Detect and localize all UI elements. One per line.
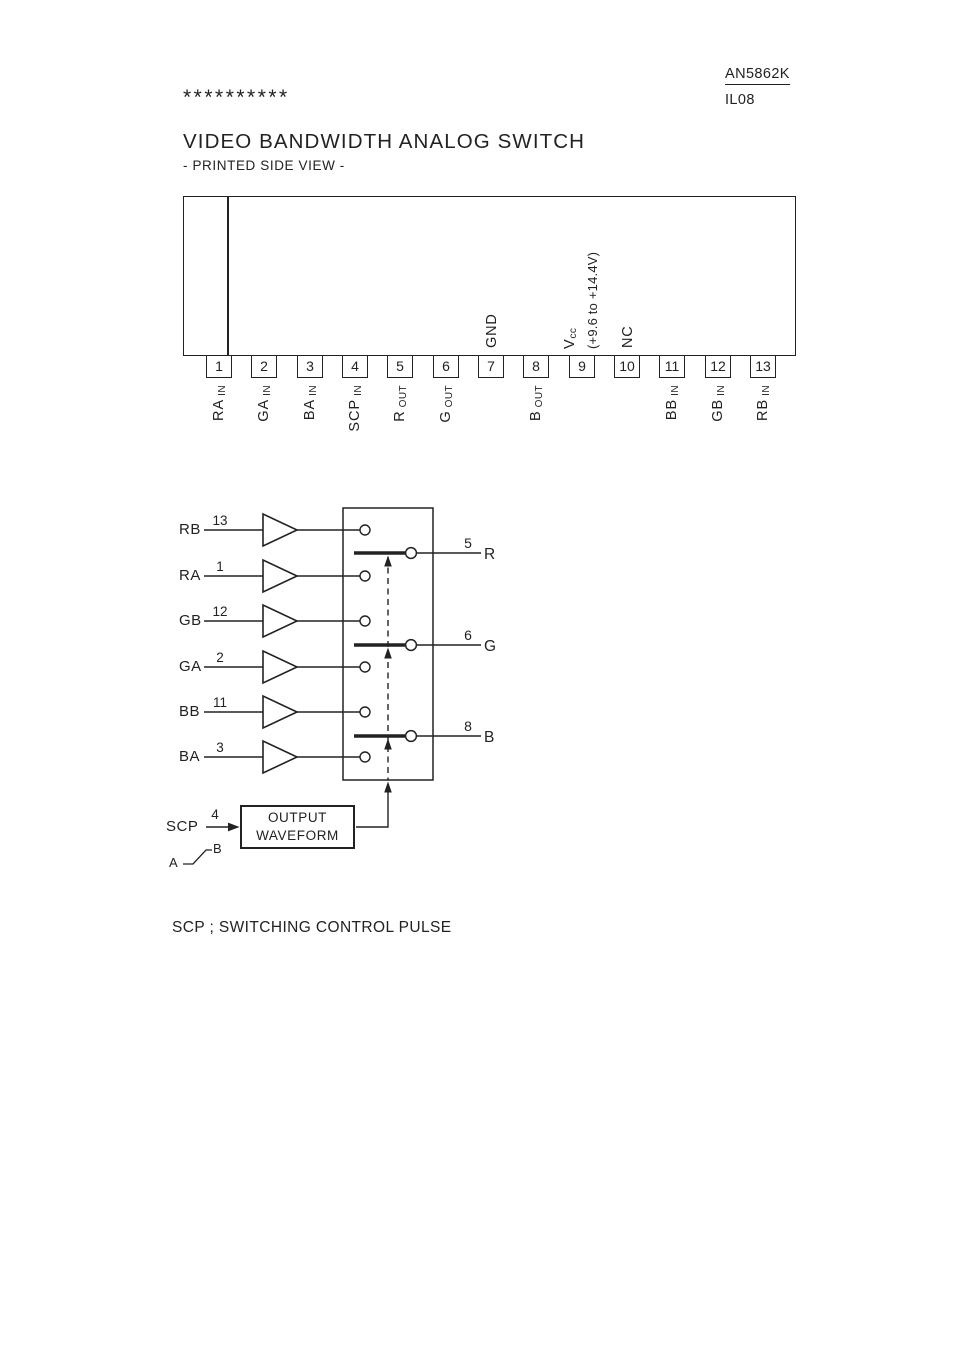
output-arm-r xyxy=(354,548,481,567)
output-waveform-box xyxy=(240,805,355,849)
doc-subcode: IL08 xyxy=(725,92,755,108)
step-low-label: A xyxy=(169,855,178,870)
doc-code: AN5862K xyxy=(725,66,790,85)
step-high-label: B xyxy=(213,841,222,856)
pin-name: SCP xyxy=(347,398,363,432)
input-label-gb: GB xyxy=(179,612,202,629)
input-label-ba: BA xyxy=(179,748,201,765)
pin-number: 9 xyxy=(578,358,586,374)
output-arm-b xyxy=(354,731,481,750)
pin-number: 2 xyxy=(260,358,268,374)
pin-number: 10 xyxy=(619,358,635,374)
pin-number: 6 xyxy=(442,358,450,374)
pin-suffix: IN xyxy=(670,385,681,396)
pin-name: GA xyxy=(256,398,272,422)
output-arm-g xyxy=(354,640,481,659)
input-pin-rb: 13 xyxy=(212,513,228,528)
pin-number: 11 xyxy=(664,358,680,374)
input-pin-ba: 3 xyxy=(216,740,224,755)
pin-name: R xyxy=(392,410,408,422)
pin-suffix: OUT xyxy=(398,385,409,408)
pin-number: 7 xyxy=(487,358,495,374)
waveform-box-line1: OUTPUT xyxy=(267,810,328,825)
input-label-bb: BB xyxy=(179,703,201,720)
up-arrow-icon xyxy=(384,556,392,567)
gnd-text: GND xyxy=(484,313,500,348)
pin-name: BA xyxy=(302,398,318,421)
up-arrow-icon xyxy=(384,648,392,659)
input-label-ra: RA xyxy=(179,567,201,584)
scp-pin: 4 xyxy=(211,807,219,822)
pin-number: 8 xyxy=(532,358,540,374)
input-label-rb: RB xyxy=(179,521,201,538)
input-pin-gb: 12 xyxy=(212,604,228,619)
input-label-ga: GA xyxy=(179,658,202,675)
input-pin-ra: 1 xyxy=(216,559,224,574)
view-subtitle: - PRINTED SIDE VIEW - xyxy=(183,158,345,173)
pin-number: 5 xyxy=(396,358,404,374)
waveform-to-switch-line xyxy=(356,792,388,827)
pin-suffix: IN xyxy=(308,385,319,396)
scp-definition-note: SCP ; SWITCHING CONTROL PULSE xyxy=(172,919,452,936)
pin-name: BB xyxy=(664,398,680,421)
vcc-main: V xyxy=(562,338,578,349)
up-arrow-icon xyxy=(384,782,392,793)
pin-suffix: IN xyxy=(761,385,772,396)
output-label-b: B xyxy=(484,729,495,746)
input-pin-bb: 11 xyxy=(212,695,227,710)
pin-name: B xyxy=(528,410,544,421)
up-arrow-icon xyxy=(384,739,392,750)
pin-number: 13 xyxy=(755,358,771,374)
pin-name: RB xyxy=(755,398,771,421)
output-pin-r: 5 xyxy=(464,535,472,551)
output-label-r: R xyxy=(484,546,496,563)
nc-text: NC xyxy=(620,325,636,348)
waveform-box-line2: WAVEFORM xyxy=(256,828,339,843)
pin-name: G xyxy=(438,410,454,423)
pin-suffix: IN xyxy=(217,385,228,396)
pin-number: 12 xyxy=(710,358,726,374)
pin-number: 3 xyxy=(306,358,314,374)
pin-number: 1 xyxy=(215,358,223,374)
output-pin-b: 8 xyxy=(464,718,472,734)
vcc-range: (+9.6 to +14.4V) xyxy=(585,251,600,349)
pin-name: RA xyxy=(211,398,227,421)
scp-label: SCP xyxy=(166,818,199,835)
pin-suffix: IN xyxy=(262,385,273,396)
pin-name: GB xyxy=(710,398,726,422)
page-title: VIDEO BANDWIDTH ANALOG SWITCH xyxy=(183,130,586,153)
step-waveform-icon xyxy=(183,850,212,864)
input-pin-ga: 2 xyxy=(216,650,224,665)
pin-suffix: IN xyxy=(353,385,364,396)
right-arrow-icon xyxy=(228,823,240,832)
pin-suffix: IN xyxy=(716,385,727,396)
output-label-g: G xyxy=(484,638,497,655)
masked-text: ********** xyxy=(183,86,290,109)
pin-number: 4 xyxy=(351,358,359,374)
pin-suffix: OUT xyxy=(444,385,455,408)
pin-suffix: OUT xyxy=(534,385,545,408)
vcc-sub: cc xyxy=(568,327,579,339)
output-pin-g: 6 xyxy=(464,627,472,643)
